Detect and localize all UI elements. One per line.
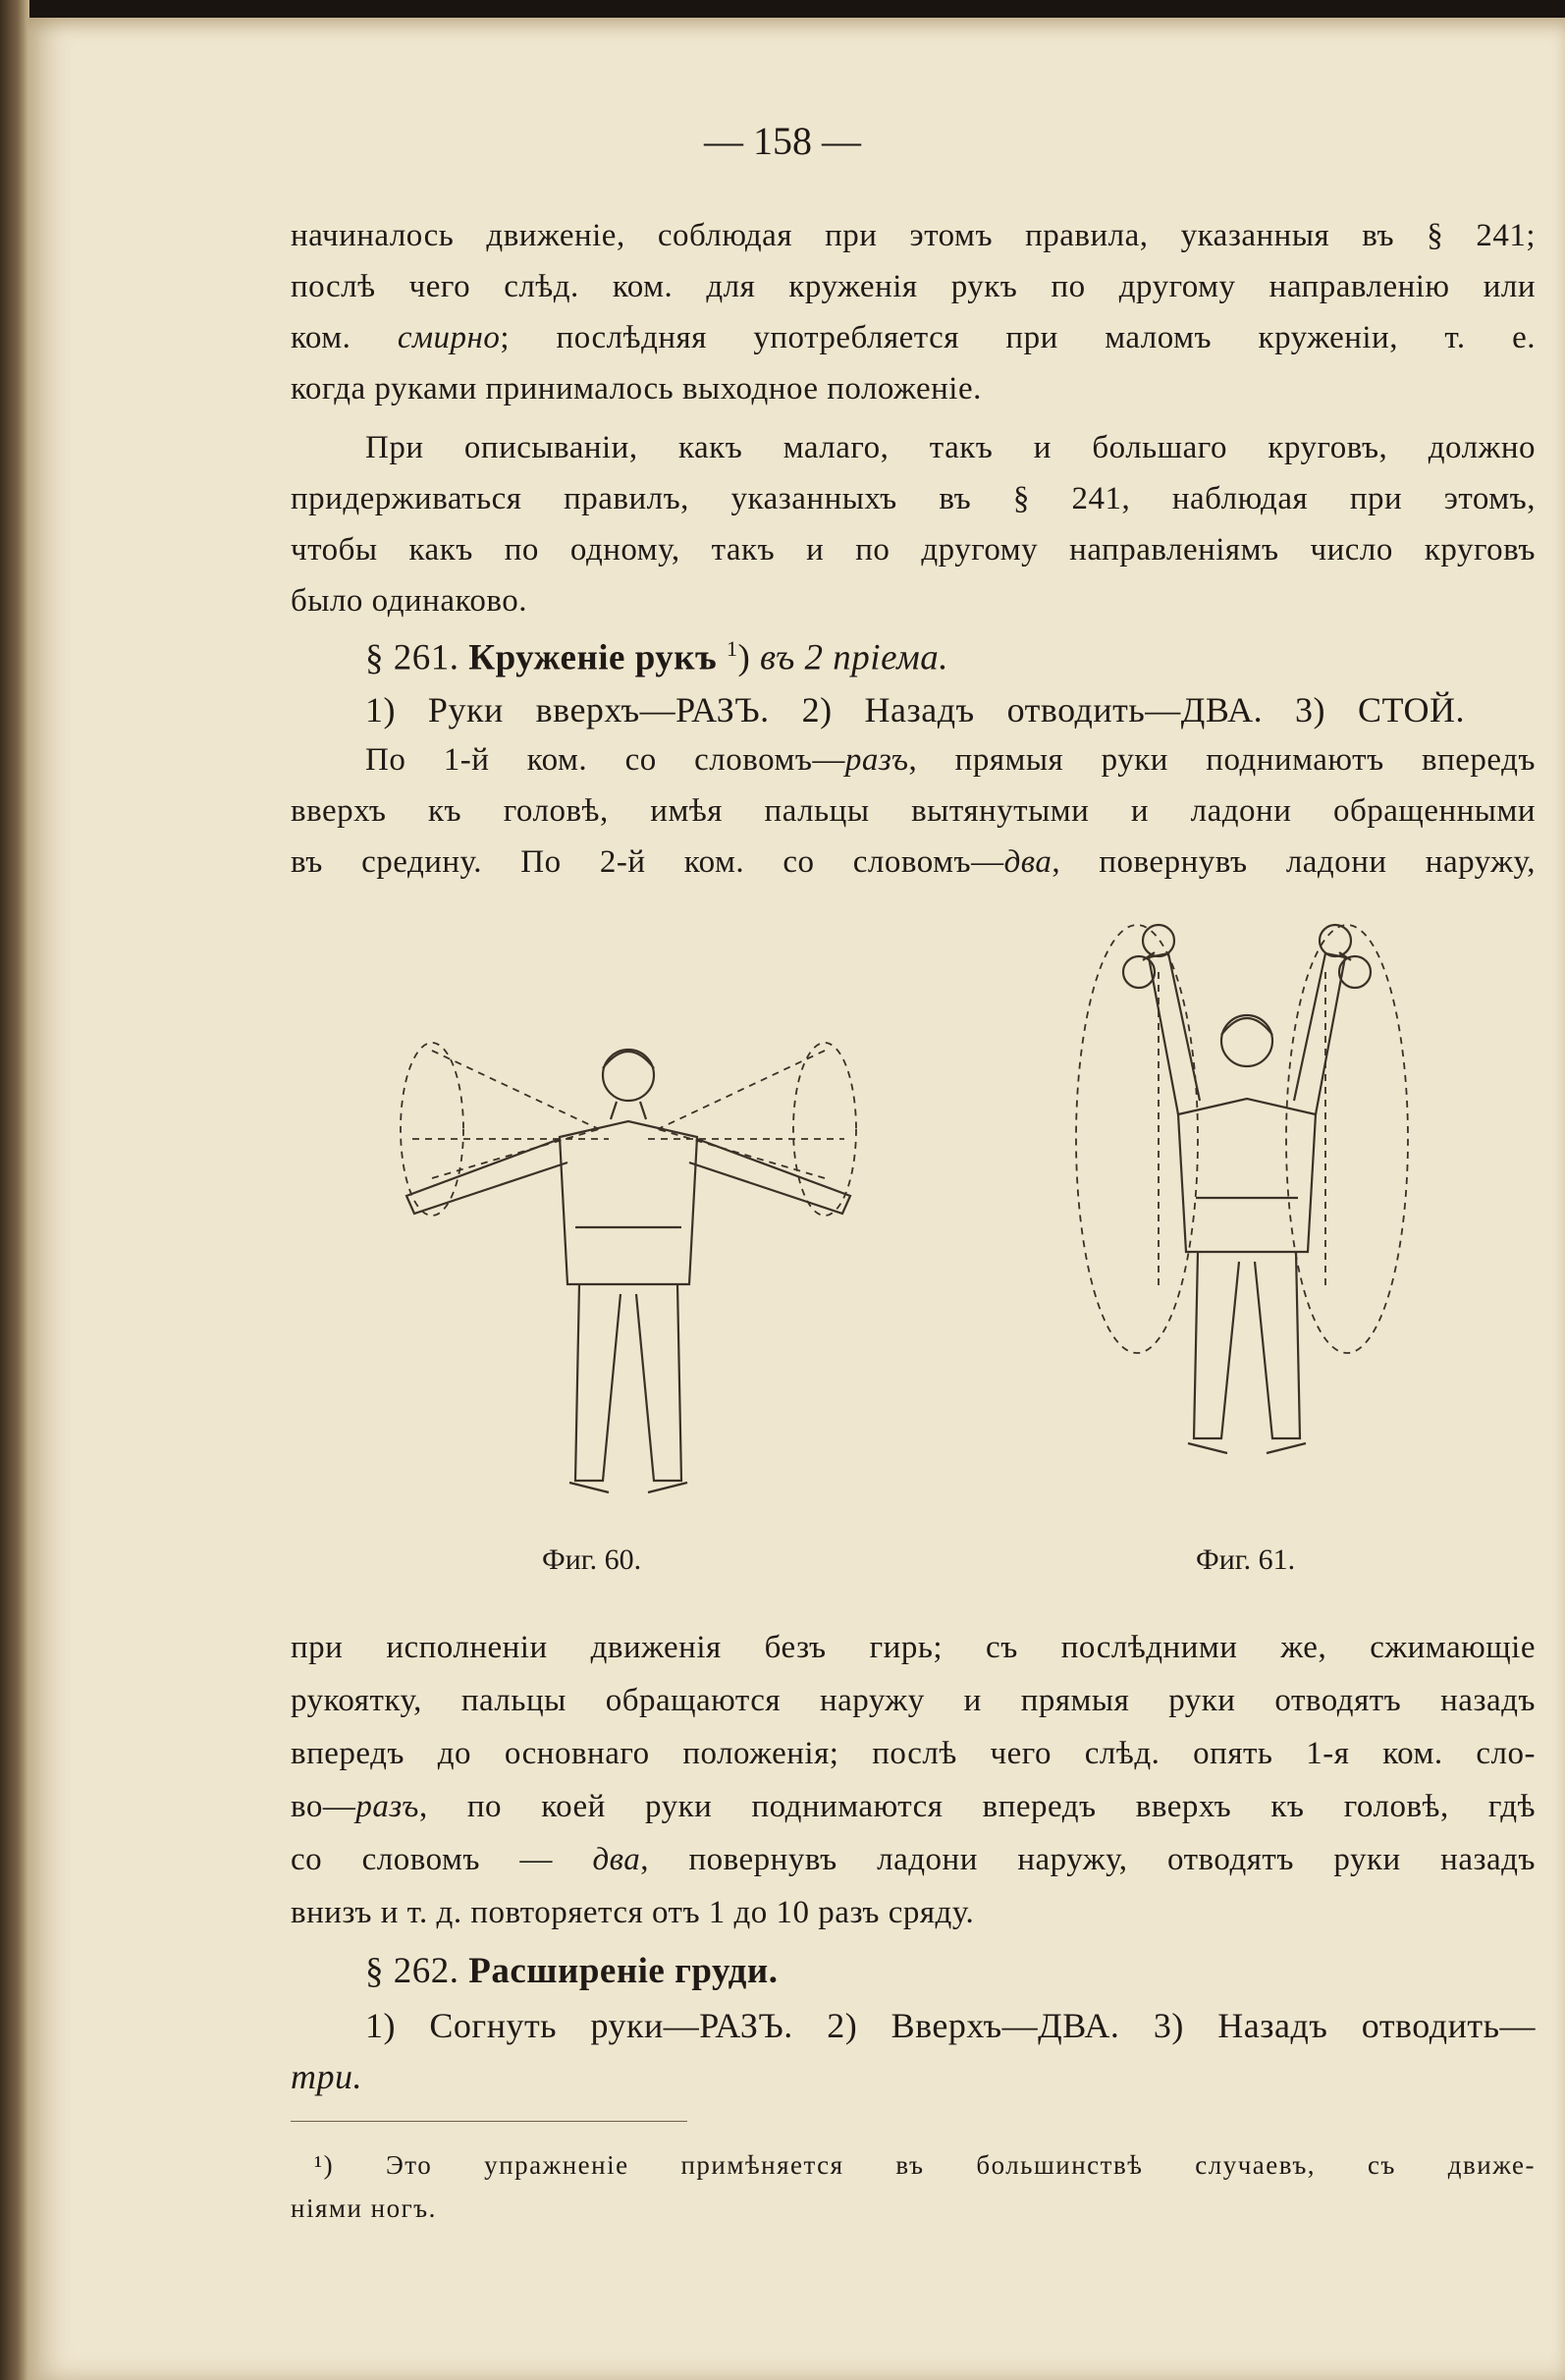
text-line <box>291 844 1536 881</box>
emphasis: смирно <box>397 320 501 355</box>
text-line: чтобы какъ по одному, такъ и по другому направленіямъ число круговъ <box>291 532 1536 568</box>
footnote-mark: ¹) <box>314 2150 335 2180</box>
footnote-line <box>314 2150 1536 2181</box>
text-line: рукоятку, пальцы обращаются наружу и прямыя руки отводятъ назадъ <box>291 1683 1536 1718</box>
command-line: 1) Руки вверхъ—РАЗЪ. 2) Назадъ отводить—ДВА. 3) СТОЙ. <box>365 690 1465 730</box>
page-number: — 158 — <box>704 119 861 163</box>
figure-head <box>603 1050 654 1101</box>
footnote-text: Это упражненіе примѣняется въ большинствѣ случаевъ, съ движе- <box>385 2150 1536 2180</box>
text-span: , по коей руки поднимаются впередъ вверхъ къ головѣ, гдѣ <box>418 1789 1536 1824</box>
text-span: со словомъ — <box>291 1842 593 1877</box>
text-line: придерживаться правилъ, указанныхъ въ § 241, наблюдая при этомъ, <box>291 481 1536 516</box>
section-title: Расширеніе груди. <box>468 1951 779 1991</box>
text-span: ком. <box>291 320 351 355</box>
text-span: По 1-й ком. со словомъ— <box>365 742 845 778</box>
emphasis: разъ <box>844 742 909 778</box>
text-line: При описываніи, какъ малаго, такъ и большаго круговъ, должно <box>365 430 1536 465</box>
section-title: Круженіе рукъ <box>468 637 718 678</box>
text-span: въ средину. По 2-й ком. со словомъ— <box>291 844 1004 880</box>
footnote-ref: 1 <box>726 636 738 661</box>
text-line: начиналось движеніе, соблюдая при этомъ правила, указанныя въ § 241; <box>291 218 1536 253</box>
command-line: 1) Согнуть руки—РАЗЪ. 2) Вверхъ—ДВА. 3) Назадъ отводить— <box>365 2006 1536 2045</box>
figure-61-illustration <box>1060 913 1424 1512</box>
text-line: при исполненіи движенія безъ гирь; съ послѣдними же, сжимающіе <box>291 1630 1536 1665</box>
text-span: , прямыя руки поднимаютъ впередъ <box>908 742 1536 778</box>
emphasis: два <box>592 1842 641 1877</box>
text-line: впередъ до основнаго положенія; послѣ чего слѣд. опять 1-я ком. сло- <box>291 1736 1536 1771</box>
text-span: во— <box>291 1789 356 1824</box>
text-line <box>291 320 1536 356</box>
text-span: , повернувъ ладони наружу, отводятъ руки назадъ <box>640 1842 1536 1877</box>
footnote-rule <box>291 2121 687 2122</box>
command-tail: три. <box>291 2057 362 2096</box>
text-line: когда руками принималось выходное положеніе. <box>291 371 982 406</box>
section-number: § 261. <box>365 637 459 678</box>
text-line: послѣ чего слѣд. ком. для круженія рукъ по другому направленію или <box>291 269 1536 304</box>
section-heading <box>365 1950 1536 1992</box>
text-line <box>291 1842 1536 1878</box>
figure-61-caption: Фиг. 61. <box>1196 1543 1296 1576</box>
section-number: § 262. <box>365 1951 459 1991</box>
text-line: было одинаково. <box>291 583 527 619</box>
emphasis: два <box>1003 844 1052 880</box>
text-span: ; послѣдняя употребляется при маломъ круженіи, т. е. <box>500 320 1536 355</box>
figure-head <box>1221 1015 1272 1066</box>
section-heading: § 261. Круженіе рукъ $^1$) въ 2 пріема. <box>365 636 948 678</box>
text-line: внизъ и т. д. повторяется отъ 1 до 10 разъ сряду. <box>291 1895 975 1930</box>
text-line <box>291 1789 1536 1825</box>
emphasis: разъ <box>355 1789 419 1824</box>
figure-60-caption: Фиг. 60. <box>542 1543 642 1576</box>
text-line <box>365 742 1536 779</box>
book-spine <box>0 0 29 2380</box>
footnote-line: ніями ногъ. <box>291 2193 437 2223</box>
text-span: , повернувъ ладони наружу, <box>1052 844 1536 880</box>
figure-60-illustration <box>393 1021 864 1532</box>
text-line: вверхъ къ головѣ, имѣя пальцы вытянутыми и ладони обращенными <box>291 793 1536 829</box>
section-tail: въ 2 пріема. <box>760 637 948 678</box>
